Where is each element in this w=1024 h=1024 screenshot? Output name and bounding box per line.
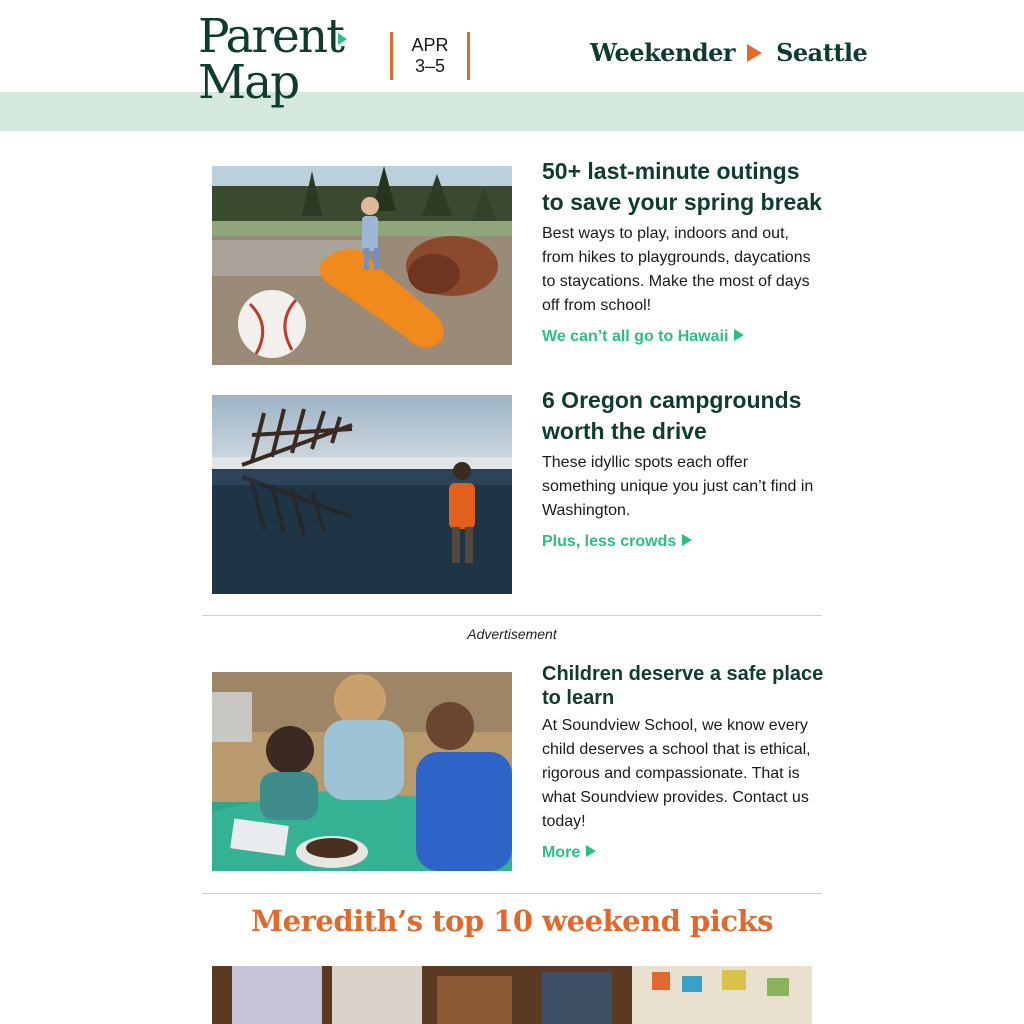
newsletter-title [590, 38, 867, 67]
story-link-label: We can’t all go to Hawaii [542, 328, 729, 345]
issue-date-days: 3–5 [414, 56, 446, 76]
ad-more-link[interactable] [542, 844, 596, 862]
logo-text-parent: Parent [198, 9, 343, 64]
play-arrow-icon [747, 44, 762, 62]
newsletter-region: Seattle [776, 38, 868, 67]
logo-play-icon [338, 33, 347, 45]
story-read-more-link[interactable] [542, 328, 744, 346]
story-description: Best ways to play, indoors and out, from hikes to playgrounds, daycations to staycations. Make the most of days off from school! [542, 225, 811, 314]
issue-date [390, 32, 470, 80]
ad-link-label: More [542, 844, 581, 861]
advertisement-label: Advertisement [467, 626, 557, 642]
story-link-label: Plus, less crowds [542, 533, 677, 550]
story-text [542, 385, 824, 551]
story-read-more-link[interactable] [542, 533, 692, 551]
story-image-playground[interactable] [212, 166, 512, 365]
ad-text [542, 662, 824, 862]
divider [202, 615, 822, 616]
newsletter-name: Weekender [590, 38, 736, 67]
parentmap-logo[interactable] [198, 9, 343, 110]
story-headline[interactable]: 50+ last-minute outings to save your spring break [542, 158, 822, 215]
issue-date-month: APR [411, 35, 449, 55]
story-headline[interactable]: 6 Oregon campgrounds worth the drive [542, 387, 802, 444]
play-arrow-icon [682, 534, 692, 546]
story-image-shipwreck-beach[interactable] [212, 395, 512, 594]
logo-text-map: Map [198, 55, 299, 110]
ad-image-classroom[interactable] [212, 672, 512, 871]
header-band [0, 92, 1024, 131]
weekend-picks-title: Meredith’s top 10 weekend picks [251, 904, 773, 938]
story-text [542, 156, 824, 346]
picks-hero-image[interactable] [212, 966, 812, 1024]
play-arrow-icon [734, 329, 744, 341]
divider [202, 893, 822, 894]
story-description: These idyllic spots each offer something unique you just can’t find in Washington. [542, 454, 814, 519]
play-arrow-icon [586, 845, 596, 857]
ad-description: At Soundview School, we know every child deserves a school that is ethical, rigorous and compassionate. That is what Soundview provides. Contact us today! [542, 717, 811, 830]
ad-headline[interactable]: Children deserve a safe place to learn [542, 663, 824, 709]
